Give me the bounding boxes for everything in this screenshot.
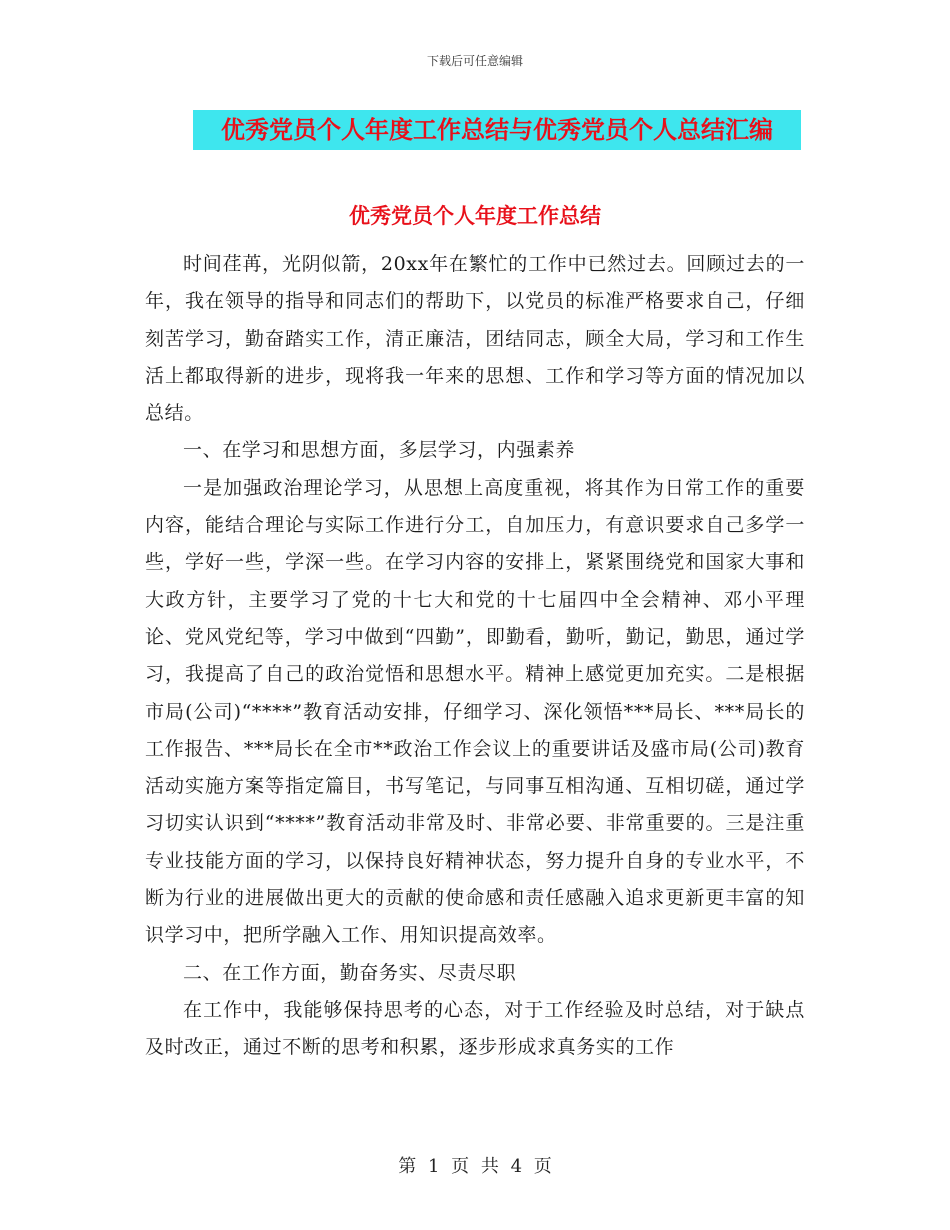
heading-work: 二、在工作方面，勤奋务实、尽责尽职	[183, 961, 517, 984]
body-text	[145, 246, 805, 1067]
paragraph-intro: 时间荏苒，光阴似箭，20xx年在繁忙的工作中已然过去。回顾过去的一年，我在领导的指导和同志们的帮助下，以党员的标准严格要求自己，仔细刻苦学习，勤奋踏实工作，清正廉洁，团结同志，顾全大局，学习和工作生活上都取得新的进步，现将我一年来的思想、工作和学习等方面的情况加以总结。	[145, 253, 805, 425]
header-note: 下载后可任意编辑	[426, 54, 523, 68]
page-footer: 第 1 页 共 4 页	[398, 1156, 552, 1177]
heading-study-thought: 一、在学习和思想方面，多层学习，内强素养	[183, 439, 576, 462]
section-title: 优秀党员个人年度工作总结	[349, 203, 601, 228]
paragraph-work-details: 在工作中，我能够保持思考的心态，对于工作经验及时总结，对于缺点及时改正，通过不断的思考和积累，逐步形成求真务实的工作	[145, 998, 805, 1059]
paragraph-study-details: 一是加强政治理论学习，从思想上高度重视，将其作为日常工作的重要内容，能结合理论与实际工作进行分工，自加压力，有意识要求自己多学一些，学好一些，学深一些。在学习内容的安排上，紧紧围绕党和国家大事和大政方针，主要学习了党的十七大和党的十七届四中全会精神、邓小平理论、党风党纪等，学习中做到“四勤”，即勤看，勤听，勤记，勤思，通过学习，我提高了自己的政治觉悟和思想水平。精神上感觉更加充实。二是根据市局(公司)“****”教育活动安排，仔细学习、深化领悟***局长、***局长的工作报告、***局长在全市**政治工作会议上的重要讲话及盛市局(公司)教育活动实施方案等指定篇目，书写笔记，与同事互相沟通、互相切磋，通过学习切实认识到“****”教育活动非常及时、非常必要、非常重要的。三是注重专业技能方面的学习，以保持良好精神状态，努力提升自身的专业水平，不断为行业的进展做出更大的贡献的使命感和责任感融入追求更新更丰富的知识学习中，把所学融入工作、用知识提高效率。	[145, 476, 805, 947]
document-main-title: 优秀党员个人年度工作总结与优秀党员个人总结汇编	[193, 110, 801, 150]
